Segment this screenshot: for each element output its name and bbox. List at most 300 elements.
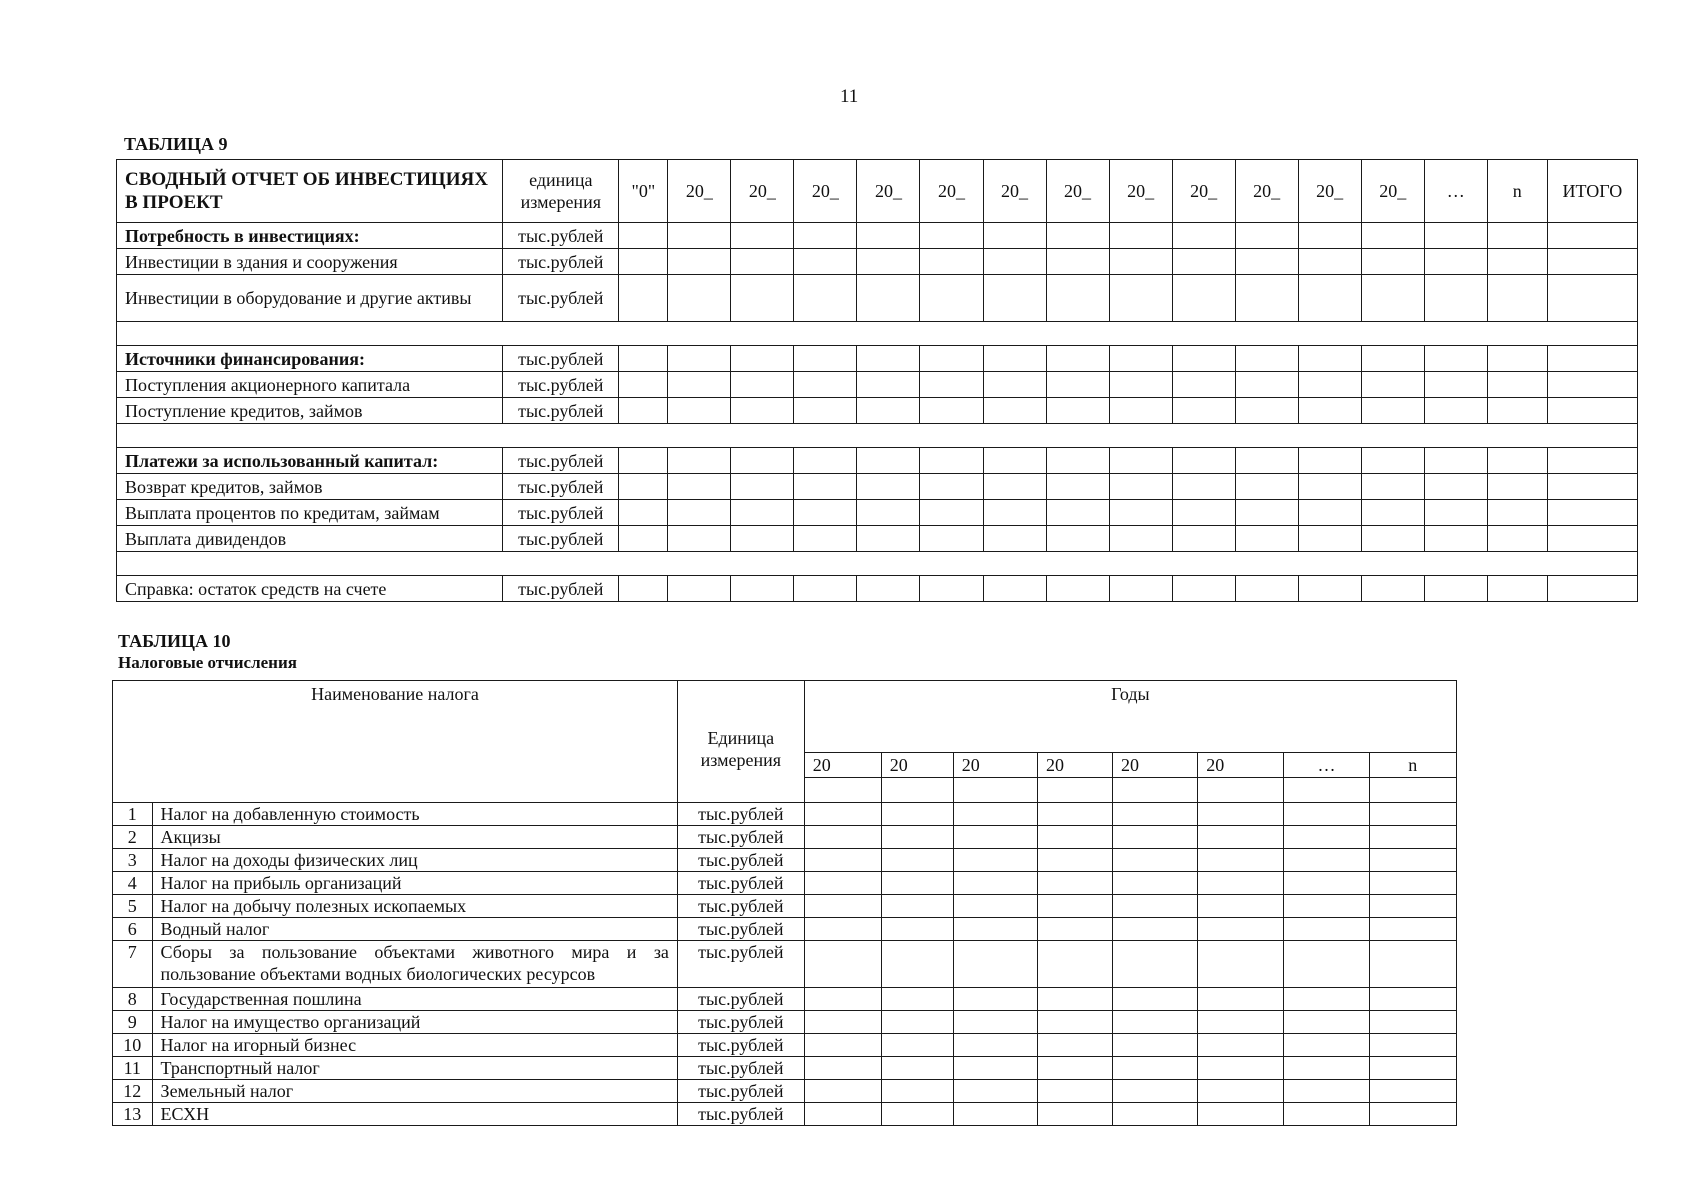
value-cell	[1361, 372, 1424, 398]
value-cell	[731, 448, 794, 474]
value-cell	[1424, 249, 1487, 275]
value-cell	[804, 941, 881, 988]
value-cell	[1046, 448, 1109, 474]
value-cell	[1113, 1103, 1198, 1126]
value-cell	[619, 223, 668, 249]
table-row	[113, 895, 1457, 918]
separator-cell	[117, 322, 1638, 346]
row-number: 1	[113, 803, 153, 826]
separator-row	[117, 322, 1638, 346]
value-cell	[1361, 474, 1424, 500]
value-cell	[1198, 803, 1284, 826]
value-cell	[920, 223, 983, 249]
table-header-row	[113, 681, 1457, 753]
value-cell	[1361, 500, 1424, 526]
value-cell	[920, 275, 983, 322]
table-row	[113, 941, 1457, 988]
value-cell	[1369, 1080, 1456, 1103]
tax-name: Сборы за пользование объектами животного мира и за пользование объектами водных биологических ресурсов	[152, 941, 677, 988]
table-row	[113, 918, 1457, 941]
value-cell	[1284, 849, 1369, 872]
value-cell	[1037, 1080, 1112, 1103]
value-cell	[1424, 448, 1487, 474]
tax-name: Налог на прибыль организаций	[152, 872, 677, 895]
value-cell	[1235, 500, 1298, 526]
value-cell	[881, 1080, 953, 1103]
row-unit: тыс.рублей	[503, 249, 619, 275]
value-cell	[1547, 474, 1637, 500]
table-row	[117, 500, 1638, 526]
row-label: Потребность в инвестициях:	[117, 223, 503, 249]
value-cell	[1369, 918, 1456, 941]
row-unit: тыс.рублей	[677, 1011, 804, 1034]
value-cell	[920, 249, 983, 275]
period-header: 20_	[1046, 160, 1109, 223]
value-cell	[1547, 576, 1637, 602]
year-blank-cell	[1113, 778, 1198, 803]
value-cell	[1487, 275, 1547, 322]
row-label: Платежи за использованный капитал:	[117, 448, 503, 474]
value-cell	[1113, 988, 1198, 1011]
value-cell	[1547, 500, 1637, 526]
table-row	[113, 1034, 1457, 1057]
separator-row	[117, 424, 1638, 448]
value-cell	[1369, 1011, 1456, 1034]
value-cell	[1109, 526, 1172, 552]
value-cell	[1487, 526, 1547, 552]
value-cell	[881, 941, 953, 988]
tax-name: Налог на добавленную стоимость	[152, 803, 677, 826]
value-cell	[1172, 526, 1235, 552]
value-cell	[1424, 398, 1487, 424]
value-cell	[1172, 223, 1235, 249]
value-cell	[1424, 500, 1487, 526]
table-row	[117, 448, 1638, 474]
period-header: 20_	[1172, 160, 1235, 223]
unit-header: Единица измерения	[677, 681, 804, 803]
table-row	[113, 826, 1457, 849]
value-cell	[804, 1034, 881, 1057]
value-cell	[881, 872, 953, 895]
value-cell	[1037, 895, 1112, 918]
year-header: 20	[1113, 753, 1198, 778]
value-cell	[1113, 849, 1198, 872]
value-cell	[1235, 474, 1298, 500]
value-cell	[1235, 249, 1298, 275]
year-header: 20	[1198, 753, 1284, 778]
tax-name: Государственная пошлина	[152, 988, 677, 1011]
value-cell	[619, 398, 668, 424]
value-cell	[668, 346, 731, 372]
value-cell	[1037, 849, 1112, 872]
row-unit: тыс.рублей	[677, 895, 804, 918]
table-row	[113, 803, 1457, 826]
row-number: 3	[113, 849, 153, 872]
value-cell	[1361, 398, 1424, 424]
value-cell	[1424, 372, 1487, 398]
value-cell	[731, 576, 794, 602]
value-cell	[668, 576, 731, 602]
year-header: 20	[804, 753, 881, 778]
table9-caption: ТАБЛИЦА 9	[124, 134, 228, 154]
value-cell	[1113, 1080, 1198, 1103]
value-cell	[1172, 448, 1235, 474]
value-cell	[1113, 826, 1198, 849]
row-number: 10	[113, 1034, 153, 1057]
value-cell	[1109, 500, 1172, 526]
period-header: 20_	[794, 160, 857, 223]
value-cell	[1037, 826, 1112, 849]
value-cell	[794, 474, 857, 500]
value-cell	[1172, 398, 1235, 424]
year-header: n	[1369, 753, 1456, 778]
value-cell	[804, 1103, 881, 1126]
value-cell	[953, 1103, 1037, 1126]
row-label: Источники финансирования:	[117, 346, 503, 372]
value-cell	[619, 474, 668, 500]
value-cell	[1172, 346, 1235, 372]
value-cell	[731, 526, 794, 552]
tax-name: Налог на доходы физических лиц	[152, 849, 677, 872]
value-cell	[731, 500, 794, 526]
value-cell	[1172, 474, 1235, 500]
value-cell	[857, 448, 920, 474]
value-cell	[953, 1057, 1037, 1080]
value-cell	[1298, 275, 1361, 322]
value-cell	[668, 526, 731, 552]
row-unit: тыс.рублей	[677, 988, 804, 1011]
period-header: 20_	[920, 160, 983, 223]
value-cell	[1037, 1103, 1112, 1126]
table-row	[117, 372, 1638, 398]
value-cell	[1109, 346, 1172, 372]
value-cell	[1298, 448, 1361, 474]
value-cell	[1046, 249, 1109, 275]
value-cell	[881, 988, 953, 1011]
tax-name-header: Наименование налога	[113, 681, 678, 803]
row-unit: тыс.рублей	[503, 448, 619, 474]
row-unit: тыс.рублей	[503, 372, 619, 398]
period-header: …	[1424, 160, 1487, 223]
value-cell	[920, 448, 983, 474]
period-header: n	[1487, 160, 1547, 223]
value-cell	[619, 526, 668, 552]
row-label: Выплата дивидендов	[117, 526, 503, 552]
row-unit: тыс.рублей	[677, 1057, 804, 1080]
value-cell	[1046, 346, 1109, 372]
year-blank-cell	[1284, 778, 1369, 803]
value-cell	[1361, 448, 1424, 474]
value-cell	[1284, 918, 1369, 941]
value-cell	[668, 500, 731, 526]
unit-header: единица измерения	[503, 160, 619, 223]
value-cell	[1424, 576, 1487, 602]
row-unit: тыс.рублей	[677, 1034, 804, 1057]
table-row	[117, 474, 1638, 500]
value-cell	[1198, 1034, 1284, 1057]
value-cell	[731, 223, 794, 249]
row-number: 2	[113, 826, 153, 849]
value-cell	[953, 895, 1037, 918]
value-cell	[1369, 849, 1456, 872]
period-header: 20_	[1109, 160, 1172, 223]
value-cell	[1235, 372, 1298, 398]
year-blank-cell	[804, 778, 881, 803]
tax-name: Водный налог	[152, 918, 677, 941]
investment-summary-table	[116, 159, 1638, 602]
value-cell	[794, 576, 857, 602]
value-cell	[953, 826, 1037, 849]
value-cell	[804, 918, 881, 941]
tax-name: Налог на имущество организаций	[152, 1011, 677, 1034]
value-cell	[983, 500, 1046, 526]
value-cell	[983, 372, 1046, 398]
value-cell	[920, 346, 983, 372]
value-cell	[1369, 1034, 1456, 1057]
value-cell	[804, 895, 881, 918]
period-header: 20_	[1361, 160, 1424, 223]
period-header: 20_	[1298, 160, 1361, 223]
value-cell	[1235, 576, 1298, 602]
value-cell	[881, 918, 953, 941]
value-cell	[1198, 918, 1284, 941]
value-cell	[619, 249, 668, 275]
value-cell	[1113, 1034, 1198, 1057]
value-cell	[983, 275, 1046, 322]
row-unit: тыс.рублей	[677, 1103, 804, 1126]
value-cell	[857, 398, 920, 424]
row-label: Инвестиции в здания и сооружения	[117, 249, 503, 275]
row-unit: тыс.рублей	[503, 474, 619, 500]
value-cell	[804, 803, 881, 826]
value-cell	[983, 474, 1046, 500]
row-label: Поступления акционерного капитала	[117, 372, 503, 398]
table10-subtitle: Налоговые отчисления	[118, 653, 297, 672]
value-cell	[668, 474, 731, 500]
value-cell	[1284, 1057, 1369, 1080]
period-header: 20_	[1235, 160, 1298, 223]
value-cell	[1198, 1103, 1284, 1126]
year-header: …	[1284, 753, 1369, 778]
value-cell	[1361, 249, 1424, 275]
value-cell	[619, 576, 668, 602]
value-cell	[1037, 872, 1112, 895]
value-cell	[1487, 448, 1547, 474]
value-cell	[953, 918, 1037, 941]
value-cell	[1361, 576, 1424, 602]
period-header: 20_	[731, 160, 794, 223]
value-cell	[1046, 398, 1109, 424]
value-cell	[1037, 803, 1112, 826]
value-cell	[1369, 803, 1456, 826]
value-cell	[1361, 275, 1424, 322]
value-cell	[857, 223, 920, 249]
value-cell	[1424, 346, 1487, 372]
value-cell	[1298, 223, 1361, 249]
value-cell	[857, 526, 920, 552]
value-cell	[1172, 249, 1235, 275]
value-cell	[1361, 526, 1424, 552]
value-cell	[983, 249, 1046, 275]
value-cell	[731, 398, 794, 424]
value-cell	[1487, 346, 1547, 372]
value-cell	[983, 398, 1046, 424]
value-cell	[794, 526, 857, 552]
value-cell	[794, 249, 857, 275]
value-cell	[1284, 895, 1369, 918]
year-blank-cell	[881, 778, 953, 803]
tax-name: Транспортный налог	[152, 1057, 677, 1080]
table-row	[117, 223, 1638, 249]
row-label: Инвестиции в оборудование и другие активы	[117, 275, 503, 322]
value-cell	[1284, 1103, 1369, 1126]
value-cell	[953, 849, 1037, 872]
value-cell	[1172, 500, 1235, 526]
value-cell	[1298, 576, 1361, 602]
value-cell	[1046, 526, 1109, 552]
value-cell	[1547, 249, 1637, 275]
period-header: 20_	[668, 160, 731, 223]
row-unit: тыс.рублей	[503, 576, 619, 602]
value-cell	[881, 1034, 953, 1057]
value-cell	[1361, 346, 1424, 372]
value-cell	[804, 826, 881, 849]
value-cell	[1198, 941, 1284, 988]
row-unit: тыс.рублей	[677, 803, 804, 826]
value-cell	[1037, 1057, 1112, 1080]
value-cell	[668, 448, 731, 474]
year-blank-cell	[1037, 778, 1112, 803]
value-cell	[953, 803, 1037, 826]
value-cell	[1298, 526, 1361, 552]
value-cell	[1037, 1034, 1112, 1057]
years-header: Годы	[804, 681, 1456, 753]
value-cell	[920, 500, 983, 526]
value-cell	[1298, 474, 1361, 500]
value-cell	[1235, 448, 1298, 474]
table-row	[117, 346, 1638, 372]
value-cell	[1172, 576, 1235, 602]
value-cell	[857, 372, 920, 398]
row-number: 7	[113, 941, 153, 988]
value-cell	[1547, 526, 1637, 552]
value-cell	[1109, 249, 1172, 275]
value-cell	[1547, 372, 1637, 398]
value-cell	[1113, 1011, 1198, 1034]
row-number: 5	[113, 895, 153, 918]
value-cell	[668, 372, 731, 398]
table-row	[113, 1080, 1457, 1103]
value-cell	[1487, 398, 1547, 424]
row-unit: тыс.рублей	[677, 918, 804, 941]
value-cell	[1198, 849, 1284, 872]
table-row	[113, 1057, 1457, 1080]
row-label: Выплата процентов по кредитам, займам	[117, 500, 503, 526]
value-cell	[881, 826, 953, 849]
value-cell	[881, 849, 953, 872]
table-row	[113, 1011, 1457, 1034]
separator-row	[117, 552, 1638, 576]
value-cell	[619, 500, 668, 526]
value-cell	[1547, 223, 1637, 249]
value-cell	[731, 474, 794, 500]
value-cell	[920, 372, 983, 398]
value-cell	[1109, 474, 1172, 500]
row-unit: тыс.рублей	[677, 941, 804, 988]
value-cell	[794, 275, 857, 322]
value-cell	[1046, 223, 1109, 249]
value-cell	[1198, 988, 1284, 1011]
value-cell	[1046, 500, 1109, 526]
year-header: 20	[953, 753, 1037, 778]
value-cell	[857, 249, 920, 275]
value-cell	[1037, 1011, 1112, 1034]
row-unit: тыс.рублей	[503, 500, 619, 526]
value-cell	[983, 223, 1046, 249]
value-cell	[1369, 872, 1456, 895]
value-cell	[794, 223, 857, 249]
value-cell	[953, 941, 1037, 988]
value-cell	[804, 988, 881, 1011]
value-cell	[794, 346, 857, 372]
row-unit: тыс.рублей	[503, 398, 619, 424]
row-number: 9	[113, 1011, 153, 1034]
value-cell	[881, 1011, 953, 1034]
row-label: Справка: остаток средств на счете	[117, 576, 503, 602]
table10-caption: ТАБЛИЦА 10	[118, 631, 231, 651]
row-unit: тыс.рублей	[677, 826, 804, 849]
value-cell	[1424, 275, 1487, 322]
value-cell	[1369, 895, 1456, 918]
value-cell	[983, 526, 1046, 552]
table-row	[113, 872, 1457, 895]
value-cell	[857, 576, 920, 602]
value-cell	[1113, 941, 1198, 988]
value-cell	[983, 346, 1046, 372]
table-row	[113, 849, 1457, 872]
value-cell	[1487, 223, 1547, 249]
value-cell	[794, 372, 857, 398]
value-cell	[794, 398, 857, 424]
page-number: 11	[840, 86, 859, 107]
value-cell	[1487, 500, 1547, 526]
tax-name: Налог на добычу полезных ископаемых	[152, 895, 677, 918]
value-cell	[1284, 872, 1369, 895]
tax-name: Акцизы	[152, 826, 677, 849]
value-cell	[619, 372, 668, 398]
value-cell	[1172, 275, 1235, 322]
value-cell	[804, 1057, 881, 1080]
value-cell	[1198, 1011, 1284, 1034]
row-number: 6	[113, 918, 153, 941]
value-cell	[1109, 576, 1172, 602]
table-row	[117, 526, 1638, 552]
year-blank-cell	[1369, 778, 1456, 803]
value-cell	[1284, 1011, 1369, 1034]
value-cell	[983, 448, 1046, 474]
value-cell	[1424, 223, 1487, 249]
value-cell	[1298, 500, 1361, 526]
tax-deductions-table	[112, 680, 1457, 1126]
table-row	[117, 275, 1638, 322]
period-header: 20_	[857, 160, 920, 223]
value-cell	[1198, 1057, 1284, 1080]
row-number: 8	[113, 988, 153, 1011]
value-cell	[1113, 918, 1198, 941]
value-cell	[953, 1034, 1037, 1057]
table-row	[117, 576, 1638, 602]
value-cell	[1547, 448, 1637, 474]
